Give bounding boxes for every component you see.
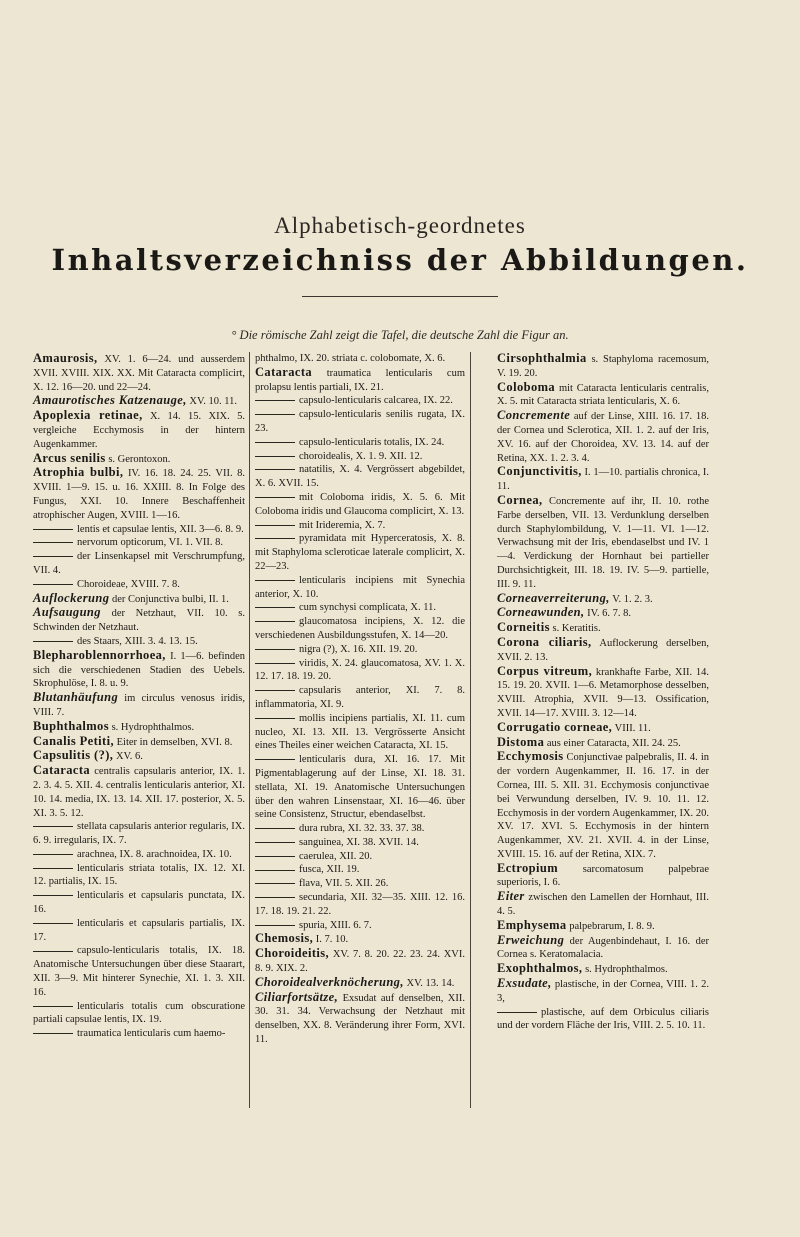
entry-references: s. Staphyloma racemosum, V. 19. 20. (497, 354, 710, 379)
index-entry (255, 450, 465, 464)
entry-headword: Atrophia bulbi, (33, 465, 124, 480)
entry-references: zwischen den Lamellen der Hornhaut, III. 4. 5. (497, 892, 709, 918)
entry-references: traumatica lenticularis cum haemo- (77, 1028, 226, 1040)
entry-references: traumatica lenticularis cum prolapsu lentis partiali, IX. 21. (255, 367, 465, 393)
entry-references: V. 1. 2. 3. (612, 593, 653, 605)
entry-references: s. Hydrophthalmos. (111, 721, 195, 733)
entry-headword: Cirsophthalmia (497, 351, 587, 365)
column-3 (497, 352, 709, 1033)
index-entry (33, 649, 245, 691)
entry-references: centralis capsularis anterior, IX. 1. 2. 3. 4. 5. XII. 4. centralis lenticularis anterior, XI. 10. 14. media, IX. 13. 14. XII. 17. posterior, X. 5. XI. 3. 5. 12. (33, 766, 246, 819)
index-entry (255, 991, 465, 1047)
index-columns (33, 352, 773, 1132)
index-entry (497, 919, 709, 934)
entry-headword: Coloboma (497, 379, 556, 394)
entry-references: glaucomatosa incipiens, X. 12. die verschiedenen Ausbildungsstufen, X. 14—20. (255, 616, 465, 641)
entry-headword: Corona ciliaris, (497, 634, 592, 649)
entry-references: mollis incipiens partialis, XI. 11. cum nucleo, XI. 13. XII. 13. Vergrösserte Ansicht eines Theiles einer weichen Cataracta, XI. 15. (255, 712, 465, 752)
column-2 (255, 352, 465, 1047)
entry-headword: Choroidealverknöcherung, (255, 974, 404, 989)
entry-references: VIII. 11. (614, 722, 651, 734)
entry-references: der Conjunctiva bulbi, II. 1. (111, 593, 229, 605)
ditto-dash (33, 868, 73, 869)
entry-headword: Corneaverreiterung, (497, 590, 610, 605)
ditto-dash (33, 826, 73, 827)
entry-references: der Linsenkapsel mit Verschrumpfung, VII. 4. (33, 551, 245, 576)
index-entry (255, 394, 465, 408)
entry-references: nervorum opticorum, VI. 1. VII. 8. (77, 537, 224, 549)
index-entry (33, 889, 245, 917)
legend-note: ° Die römische Zahl zeigt die Tafel, die deutsche Zahl die Figur an. (231, 328, 569, 342)
entry-references: capsularis anterior, XI. 7. 8. inflammatoria, XI. 9. (255, 685, 465, 710)
entry-references: XV. 10. 11. (189, 396, 237, 408)
index-entry (497, 1006, 709, 1034)
ditto-dash (33, 951, 73, 952)
index-entry (255, 976, 465, 991)
ditto-dash (33, 556, 73, 557)
entry-references: secundaria, XII. 32—35. XIII. 12. 16. 17. 18. 19. 21. 22. (255, 892, 465, 917)
index-entry (497, 606, 709, 621)
entry-references: phthalmo, IX. 20. striata c. colobomate, X. 6. (255, 353, 446, 364)
title-line-1: Alphabetisch-geordnetes (274, 213, 526, 238)
entry-references: aus einer Cataracta, XII. 24. 25. (546, 737, 681, 749)
entry-references: capsulo-lenticularis totalis, IX. 24. (299, 436, 445, 448)
ditto-dash (497, 1012, 537, 1013)
entry-references: XV. 7. 8. 20. 22. 23. 24. XVI. 8. 9. XIX. 2. (255, 949, 465, 975)
entry-references: auf der Linse, XIII. 16. 17. 18. der Cornea und Sclerotica, XII. 1. 2. auf der Iris, XV. 16. auf der Choroidea, XV. 13. 14. auf der Retina, XX. 1. 2. 3. 4. (497, 411, 709, 464)
index-entry (497, 862, 709, 891)
entry-references: XV. 1. 6—24. und ausserdem XVII. XVIII. XIX. XX. Mit Cataracta complicirt, X. 12. 16—20. und 22—24. (33, 354, 245, 393)
entry-headword: Exsudate, (497, 976, 552, 991)
index-entry (33, 1027, 245, 1041)
index-entry (255, 643, 465, 657)
index-entry (497, 621, 709, 636)
index-entry (33, 848, 245, 862)
ditto-dash (33, 923, 73, 924)
entry-references: cum synchysi complicata, X. 11. (299, 602, 436, 614)
entry-references: lenticularis dura, XI. 16. 17. Mit Pigmentablagerung auf der Linse, XI. 18. 31. stellata, XI. 19. Anatomische Untersuchungen über den wahren Linsenstaar, XI. 16—46. über seine Consistenz, Structur, ebendaselbst. (255, 754, 465, 821)
index-entry (33, 466, 245, 522)
entry-references: des Staars, XIII. 3. 4. 13. 15. (77, 635, 198, 647)
entry-headword: Arcus senilis (33, 450, 106, 465)
ditto-dash (33, 854, 73, 855)
ditto-dash (255, 718, 295, 719)
entry-headword: Ectropium (497, 860, 559, 875)
entry-references: sanguinea, XI. 38. XVII. 14. (299, 836, 419, 848)
index-entry (33, 536, 245, 550)
index-entry (33, 862, 245, 890)
entry-references: capsulo-lenticularis totalis, IX. 18. Anatomische Untersuchungen über diese Staarart, XII. 3—9. Mit hinterer Synechie, XI. 1. 3. XII. 16. (33, 945, 245, 998)
ditto-dash (255, 469, 295, 470)
entry-headword: Blutanhäufung (33, 690, 119, 705)
entry-headword: Ciliarfortsätze, (255, 989, 339, 1004)
entry-references: arachnea, IX. 8. arachnoidea, IX. 10. (77, 848, 232, 860)
index-entry (255, 836, 465, 850)
ditto-dash (33, 895, 73, 896)
entry-references: Eiter in demselben, XVI. 8. (116, 736, 233, 748)
index-entry (255, 352, 465, 366)
index-entry (33, 944, 245, 999)
index-entry (255, 919, 465, 933)
entry-headword: Amaurotisches Katzenauge, (33, 393, 187, 408)
entry-references: lenticularis incipiens mit Synechia anterior, X. 10. (255, 574, 465, 600)
index-entry (497, 465, 709, 494)
ditto-dash (33, 1033, 73, 1034)
ditto-dash (33, 641, 73, 642)
title-divider (302, 296, 498, 297)
entry-headword: Distoma (497, 734, 545, 749)
index-entry (255, 822, 465, 836)
entry-references: capsulo-lenticularis senilis rugata, IX. 23. (255, 409, 465, 434)
entry-references: s. Keratitis. (552, 623, 601, 635)
index-entry (255, 366, 465, 395)
ditto-dash (255, 663, 295, 664)
entry-references: der Augenbindehaut, I. 16. der Cornea s. Keratomalacia. (497, 935, 709, 961)
index-entry (33, 917, 245, 945)
index-entry (255, 877, 465, 891)
index-entry (497, 750, 709, 861)
entry-headword: Chemosis, (255, 931, 314, 946)
ditto-dash (255, 456, 295, 457)
ditto-dash (255, 621, 295, 622)
entry-references: plastische, auf dem Orbiculus ciliaris und der vordern Fläche der Iris, VIII. 2. 5. 10. 11. (497, 1006, 709, 1032)
index-entry (497, 636, 709, 665)
entry-references: flava, VII. 5. XII. 26. (299, 878, 389, 890)
entry-headword: Canalis Petiti, (33, 733, 114, 748)
entry-headword: Blepharoblennorrhoea, (33, 647, 166, 662)
index-entry (255, 932, 465, 947)
entry-references: lenticularis striata totalis, IX. 12. XI. 12. partialis, IX. 15. (33, 862, 245, 888)
entry-headword: Buphthalmos (33, 718, 109, 733)
entry-references: I. 7. 10. (315, 934, 349, 946)
entry-references: der Netzhaut, VII. 10. s. Schwinden der Netzhaut. (33, 608, 245, 634)
entry-references: Exsudat auf denselben, XII. 30. 31. 34. Verwachsung der Netzhaut mit denselben, XX. 8. Veränderung ihrer Form, XVI. 11. (255, 992, 466, 1046)
ditto-dash (255, 870, 295, 871)
entry-references: nigra (?), X. 16. XII. 19. 20. (299, 643, 418, 655)
entry-references: XV. 6. (115, 751, 143, 763)
index-entry (497, 962, 709, 977)
index-entry (33, 452, 245, 467)
index-entry (255, 753, 465, 822)
entry-references: krankhafte Farbe, XII. 14. 15. 19. 20. XVII. 1—6. Metamorphose desselben, XVIII. Atrophia, XVII. 9—13. Ossification, XVII. 14—17. XVIII. 3. 12—14. (497, 666, 709, 719)
entry-references: lenticularis totalis cum obscuratione partiali capsulae lentis, IX. 19. (33, 1000, 245, 1026)
ditto-dash (255, 883, 295, 884)
entry-references: fusca, XII. 19. (299, 864, 360, 876)
entry-references: s. Gerontoxon. (108, 453, 171, 465)
index-entry (255, 615, 465, 643)
entry-headword: Auflockerung (33, 590, 110, 605)
entry-references: sarcomatosum palpebrae superioris, I. 6. (497, 863, 709, 889)
ditto-dash (255, 497, 295, 498)
entry-headword: Capsulitis (?), (33, 748, 114, 763)
entry-references: X. 14. 15. XIX. 5. vergleiche Ecchymosis in der hintern Augenkammer. (33, 411, 245, 450)
entry-references: I. 1—6. befinden sich die verschiedenen Stadien des Uebels. Skrophulöse, I. 8. u. 9. (33, 650, 246, 690)
index-entry (33, 592, 245, 607)
index-entry (33, 1000, 245, 1028)
entry-headword: Eiter (497, 889, 525, 904)
index-entry (255, 657, 465, 685)
entry-headword: Amaurosis, (33, 351, 98, 365)
index-entry (33, 550, 245, 578)
ditto-dash (255, 400, 295, 401)
entry-references: caerulea, XII. 20. (299, 850, 373, 862)
ditto-dash (255, 842, 295, 843)
entry-references: plastische, in der Cornea, VIII. 1. 2. 3, (497, 979, 709, 1004)
index-entry (497, 409, 709, 465)
ditto-dash (255, 442, 295, 443)
entry-references: Concremente auf ihr, II. 10. rothe Farbe derselben, VII. 13. Verdunklung derselben durch Staphylombildung, V. 1—11. VI. 1—12. Verwachsung mit der Iris, ebendaselbst und IV. 1—4. Verdickung der Hornhaut bei partieller Durchsichtigkeit, III. 18. 19. IV. 5—9. partielle, III. 9. 11. (497, 495, 709, 590)
index-entry (255, 684, 465, 712)
entry-headword: Erweichung (497, 932, 565, 947)
entry-headword: Corneawunden, (497, 605, 585, 620)
entry-headword: Corrugatio corneae, (497, 719, 613, 734)
entry-references: Choroideae, XVIII. 7. 8. (77, 578, 180, 590)
index-entry (255, 863, 465, 877)
entry-references: I. 1—10. partialis chronica, I. 11. (497, 467, 710, 493)
index-entry (497, 352, 709, 381)
entry-headword: Cornea, (497, 492, 543, 507)
index-entry (255, 712, 465, 753)
entry-headword: Aufsaugung (33, 605, 101, 620)
entry-references: lenticularis et capsularis punctata, IX. 16. (33, 890, 245, 916)
index-entry (33, 820, 245, 848)
entry-headword: Ecchymosis (497, 749, 564, 764)
index-entry (33, 635, 245, 649)
entry-references: im circulus venosus iridis, VIII. 7. (33, 693, 246, 718)
index-entry (255, 408, 465, 436)
index-entry (497, 381, 709, 410)
entry-headword: Corneitis (497, 620, 550, 635)
ditto-dash (255, 897, 295, 898)
entry-references: choroidealis, X. 1. 9. XII. 12. (299, 450, 423, 462)
ditto-dash (255, 414, 295, 415)
index-entry (33, 691, 245, 720)
ditto-dash (255, 525, 295, 526)
index-entry (255, 436, 465, 450)
ditto-dash (33, 529, 73, 530)
ditto-dash (255, 690, 295, 691)
index-entry (33, 606, 245, 635)
entry-references: viridis, X. 24. glaucomatosa, XV. 1. X. 12. 17. 18. 19. 20. (255, 657, 465, 683)
ditto-dash (255, 580, 295, 581)
entry-headword: Cataracta (255, 364, 313, 379)
entry-headword: Conjunctivitis, (497, 464, 582, 479)
index-entry (33, 735, 245, 750)
index-entry (255, 947, 465, 976)
index-entry (497, 890, 709, 919)
index-entry (255, 491, 465, 519)
entry-references: spuria, XIII. 6. 7. (299, 919, 372, 931)
ditto-dash (33, 1006, 73, 1007)
column-divider (470, 352, 471, 1108)
entry-references: Conjunctivae palpebralis, II. 4. in der vordern Augenkammer, II. 16. 17. in der Cornea, III. 5. XII. 31. Ecchymosis conjunctivae bei Verwundung derselben, IV. 9. 10. 11. 12. Ecchymosis in der vordern Augenkammer, IX. 20. XV. 17. XVI. 5. Ecchymosis in der hintern Augenkammer, XV. 21. XVII. 4. in der Linse, XVIII. 15. 16. auf der Retina, XIX. 7. (497, 752, 709, 860)
ditto-dash (33, 542, 73, 543)
index-entry (255, 574, 465, 602)
ditto-dash (255, 856, 295, 857)
entry-references: stellata capsularis anterior regularis, IX. 6. 9. irregularis, IX. 7. (33, 821, 245, 847)
entry-references: dura rubra, XI. 32. 33. 37. 38. (299, 823, 425, 835)
index-entry (497, 665, 709, 721)
entry-references: XV. 13. 14. (406, 977, 455, 989)
index-entry (33, 578, 245, 592)
entry-references: IV. 6. 7. 8. (587, 608, 632, 620)
entry-references: lentis et capsulae lentis, XII. 3—6. 8. 9. (77, 523, 244, 535)
index-entry (33, 720, 245, 735)
title-line-2: Inhaltsverzeichniss der Abbildungen. (51, 243, 749, 277)
index-entry (255, 519, 465, 533)
index-entry (33, 409, 245, 451)
index-entry (497, 494, 709, 592)
index-entry (255, 601, 465, 615)
entry-references: palpebrarum, I. 8. 9. (569, 920, 655, 932)
entry-references: natatilis, X. 4. Vergrössert abgebildet, X. 6. XVII. 15. (255, 464, 465, 490)
entry-references: IV. 16. 18. 24. 25. VII. 8. XVIII. 1—9. 15. u. 16. XXIII. 8. In Folge des Fungus, XXI. 10. Innere Beschaffenheit atrophischer Augen, XVIII. 1—16. (33, 468, 245, 521)
entry-references: capsulo-lenticularis calcarea, IX. 22. (299, 395, 453, 407)
entry-headword: Concremente (497, 408, 571, 423)
index-entry (255, 463, 465, 491)
index-entry (497, 977, 709, 1006)
index-entry (33, 352, 245, 394)
ditto-dash (255, 607, 295, 608)
index-entry (497, 721, 709, 736)
entry-references: mit Coloboma iridis, X. 5. 6. Mit Coloboma iridis und Glaucoma complicirt, X. 13. (255, 491, 465, 517)
ditto-dash (255, 828, 295, 829)
ditto-dash (255, 649, 295, 650)
entry-headword: Exophthalmos, (497, 961, 583, 976)
index-entry (497, 592, 709, 607)
ditto-dash (255, 759, 295, 760)
index-entry (497, 736, 709, 751)
entry-references: mit Cataracta lenticularis centralis, X. 5. mit Cataracta striata lenticularis, X. 6. (497, 382, 709, 408)
index-entry (33, 749, 245, 764)
index-entry (497, 934, 709, 963)
index-entry (255, 850, 465, 864)
ditto-dash (255, 538, 295, 539)
entry-references: mit Irideremia, X. 7. (299, 519, 386, 531)
entry-references: lenticularis et capsularis partialis, IX. 17. (33, 917, 245, 943)
entry-headword: Cataracta (33, 763, 91, 778)
entry-references: Auflockerung derselben, XVII. 2. 13. (497, 637, 709, 663)
ditto-dash (33, 584, 73, 585)
index-entry (255, 891, 465, 919)
entry-headword: Corpus vitreum, (497, 663, 593, 678)
ditto-dash (255, 925, 295, 926)
entry-references: pyramidata mit Hyperceratosis, X. 8. mit Staphyloma scleroticae laterale complicirt, X. 22—23. (255, 533, 465, 572)
column-divider (249, 352, 250, 1108)
entry-headword: Emphysema (497, 917, 567, 932)
index-entry (33, 764, 245, 820)
entry-references: s. Hydrophthalmos. (585, 964, 668, 976)
column-1 (33, 352, 245, 1041)
index-entry (33, 394, 245, 409)
entry-headword: Choroideitis, (255, 946, 330, 961)
index-entry (255, 532, 465, 573)
index-entry (33, 523, 245, 537)
entry-headword: Apoplexia retinae, (33, 408, 143, 423)
